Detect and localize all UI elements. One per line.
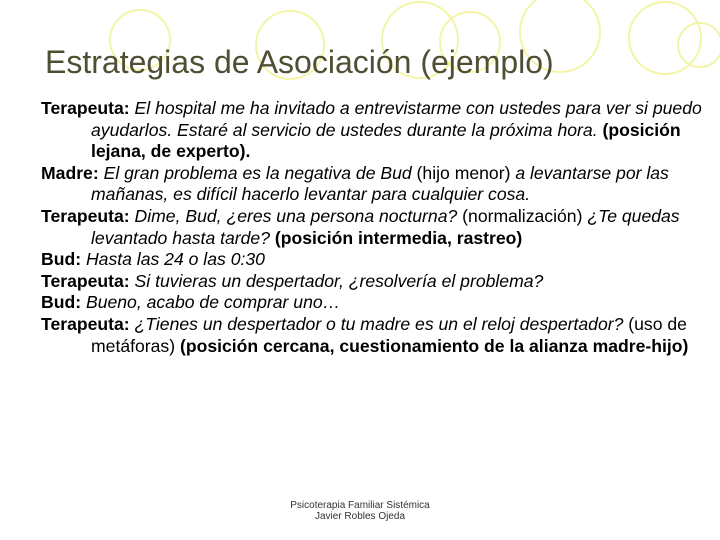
dialogue-text: Bueno, acabo de comprar uno…: [85, 292, 341, 313]
speaker-label: Bud:: [41, 292, 82, 313]
speaker-label: Terapeuta:: [41, 98, 130, 118]
dialogue-text: ¿Te quedas levantado hasta tarde?: [91, 205, 680, 248]
slide-title: Estrategias de Asociación (ejemplo): [45, 44, 554, 80]
speaker-label: Terapeuta:: [41, 270, 130, 291]
dialogue-line: [41, 249, 711, 271]
dialogue-line: [41, 206, 711, 249]
annotation-text: (posición cercana, cuestionamiento de la alianza madre-hijo): [179, 335, 689, 356]
dialogue-text: (hijo menor): [411, 162, 516, 183]
decor-circle: [678, 23, 720, 67]
footer-course: Psicoterapia Familiar Sistémica: [290, 500, 430, 511]
annotation-text: (posición lejana, de experto).: [91, 119, 681, 162]
footer-author: Javier Robles Ojeda: [314, 511, 406, 522]
dialogue-text: ¿Tienes un despertador o tu madre es un el reloj despertador?: [134, 313, 624, 334]
dialogue-text: Dime, Bud, ¿eres una persona nocturna?: [134, 205, 458, 226]
dialogue-body: [41, 98, 711, 357]
dialogue-line: [41, 271, 711, 293]
dialogue-text: (uso de metáforas): [91, 313, 687, 356]
dialogue-line: [41, 292, 711, 314]
dialogue-line: [41, 314, 711, 357]
dialogue-text: (normalización): [457, 205, 588, 226]
annotation-text: (posición intermedia, rastreo): [274, 227, 523, 248]
dialogue-text: Si tuvieras un despertador, ¿resolvería el problema?: [134, 270, 544, 291]
dialogue-text: Hasta las 24 o las 0:30: [85, 249, 265, 270]
dialogue-text: a levantarse por las mañanas, es difícil hacerlo levantar para cualquier cosa.: [91, 162, 669, 205]
decor-circle: [629, 2, 701, 74]
dialogue-text: El hospital me ha invitado a entrevistarme con ustedes para ver si puedo ayudarlos. Estaré al servicio de ustedes durante la próxima hora.: [91, 98, 702, 140]
speaker-label: Terapeuta:: [41, 205, 130, 226]
dialogue-text: El gran problema es la negativa de Bud: [103, 162, 412, 183]
speaker-label: Bud:: [41, 249, 82, 270]
dialogue-line: [41, 163, 711, 206]
dialogue-line: [41, 98, 711, 163]
speaker-label: Madre:: [41, 162, 99, 183]
speaker-label: Terapeuta:: [41, 313, 130, 334]
